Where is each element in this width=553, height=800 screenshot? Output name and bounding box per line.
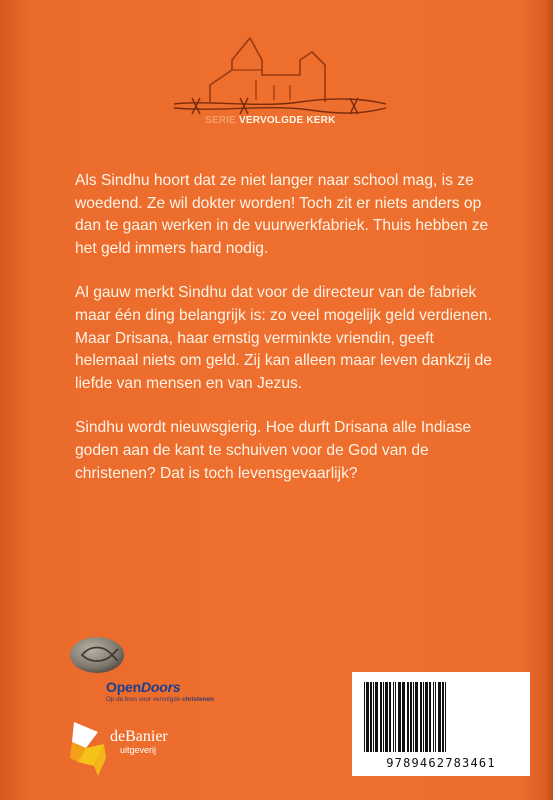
barcode-bar [395,682,396,752]
barcode-bar [385,682,388,752]
open-doors-tagline-bold: christenen [181,696,214,703]
barcode-bar [445,682,446,752]
series-prefix: SERIE [205,115,239,126]
open-doors-name [106,679,214,695]
open-doors-tagline-text: Op de bres voor vervolgde [106,696,182,703]
barcode-bar [438,682,441,752]
publisher-sub: uitgeverij [120,745,157,755]
barcode-bar [364,682,365,752]
barcode-bar [393,682,394,752]
barcode-bars [362,682,520,752]
publisher-logo [110,728,168,756]
fish-stone-icon [68,633,126,675]
barcode-bar [398,682,401,752]
barcode-bar [425,682,428,752]
isbn-number: 9789462783461 [386,756,496,770]
barcode-bar [429,682,431,752]
open-doors-tagline [106,696,214,703]
barcode-bar [383,682,384,752]
open-doors-logo [106,679,214,703]
barcode-bar [410,682,412,752]
back-cover-blurb [75,170,495,507]
open-doors-name-open: Open [106,679,141,695]
series-name: VERVOLGDE KERK [239,115,336,126]
blurb-paragraph-3: Sindhu wordt nieuwsgierig. Hoe durft Drisana alle Indiase goden aan de kant te schuiven voor de God van de christenen? Dat is toch levensgevaarlijk? [75,419,472,482]
series-label [205,115,336,126]
barcode-bar [415,682,418,752]
barcode-bar [366,682,369,752]
barcode-bar [373,682,374,752]
barcode-bar [370,682,372,752]
isbn-barcode [352,672,530,776]
barcode-bar [420,682,422,752]
barcode-bar [389,682,391,752]
blurb-paragraph-1: Als Sindhu hoort dat ze niet langer naar school mag, is ze woedend. Ze wil dokter worden! Toch zit er niets anders op dan te gaan werken in de vuurwerkfabriek. Thuis hebben ze het geld immers hard nodig. [75,172,489,257]
barcode-bar [375,682,378,752]
barcode-bar [435,682,436,752]
open-doors-name-doors: Doors [140,679,181,695]
banier-flag-icon [68,718,108,780]
barcode-bar [423,682,424,752]
cover-edge [545,0,553,800]
barcode-bar [433,682,434,752]
publisher-name: deBanier [110,728,168,745]
barcode-bar [442,682,444,752]
barcode-bar [380,682,382,752]
barcode-bar [413,682,414,752]
barcode-bar [407,682,409,752]
blurb-paragraph-2: Al gauw merkt Sindhu dat voor de directeur van de fabriek maar één ding belangrijk is: zo veel mogelijk geld verdienen. Maar Drisana, haar ernstig verminkte vriendin, geeft helemaal niets om geld. Zij kan alleen maar leven dankzij de liefde van mensen en van Jezus. [75,284,492,392]
barcode-bar [402,682,405,752]
